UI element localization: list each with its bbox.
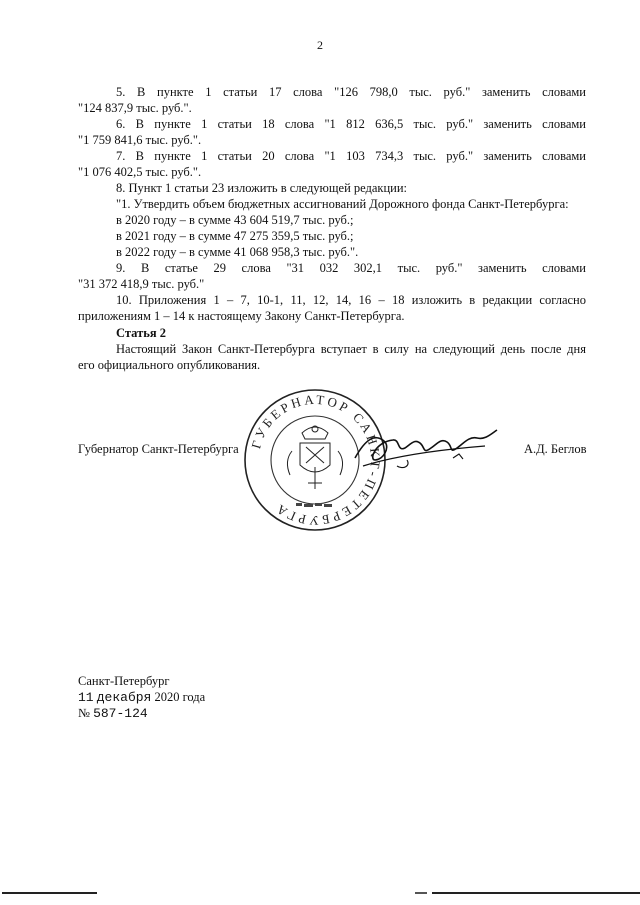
body-line: в 2020 году – в сумме 43 604 519,7 тыс. руб.; — [116, 213, 354, 227]
scan-border-mark — [2, 892, 97, 894]
scan-border-mark — [432, 892, 640, 894]
article-heading: Статья 2 — [116, 326, 166, 340]
number-sign: № — [78, 706, 90, 720]
body-line: 10. Приложения 1 – 7, 10-1, 11, 12, 14, 16 – 18 изложить в редакции согласно — [116, 293, 586, 307]
body-line: "1 076 402,5 тыс. руб.". — [78, 165, 202, 179]
body-line: 5. В пункте 1 статьи 17 слова "126 798,0 тыс. руб." заменить словами — [116, 85, 586, 99]
page-number: 2 — [317, 38, 323, 52]
body-line: 7. В пункте 1 статьи 20 слова "1 103 734,3 тыс. руб." заменить словами — [116, 149, 586, 163]
body-line: приложениям 1 – 14 к настоящему Закону Санкт-Петербурга. — [78, 309, 405, 323]
body-line: 6. В пункте 1 статьи 18 слова "1 812 636,5 тыс. руб." заменить словами — [116, 117, 586, 131]
number-value: 587-124 — [93, 706, 148, 721]
body-line: "31 372 418,9 тыс. руб." — [78, 277, 205, 291]
article-body-line: Настоящий Закон Санкт-Петербурга вступает в силу на следующий день после дня — [116, 342, 586, 356]
seal-text: ГУБЕРНАТОР САНКТ-ПЕТЕРБУРГА — [248, 391, 384, 529]
body-line: в 2022 году – в сумме 41 068 958,3 тыс. руб.". — [116, 245, 359, 259]
body-line: в 2021 году – в сумме 47 275 359,5 тыс. руб.; — [116, 229, 354, 243]
body-line: 8. Пункт 1 статьи 23 изложить в следующей редакции: — [116, 181, 408, 195]
signatory-name: А.Д. Беглов — [524, 442, 587, 456]
signing-date — [78, 690, 205, 705]
body-line: "1. Утвердить объем бюджетных ассигнований Дорожного фонда Санкт-Петербурга: — [116, 197, 569, 211]
document-number — [78, 706, 148, 721]
date-year: 2020 года — [154, 690, 206, 704]
scan-border-mark — [415, 892, 427, 894]
place-of-signing: Санкт-Петербург — [78, 674, 170, 688]
date-day: 11 — [78, 690, 94, 705]
handwritten-signature — [345, 420, 505, 475]
signatory-title: Губернатор Санкт-Петербурга — [78, 442, 239, 456]
body-line: 9. В статье 29 слова "31 032 302,1 тыс. руб." заменить словами — [116, 261, 586, 275]
body-line: "1 759 841,6 тыс. руб.". — [78, 133, 202, 147]
date-month: декабря — [96, 690, 152, 705]
body-line: "124 837,9 тыс. руб.". — [78, 101, 192, 115]
article-body-line: его официального опубликования. — [78, 358, 261, 372]
